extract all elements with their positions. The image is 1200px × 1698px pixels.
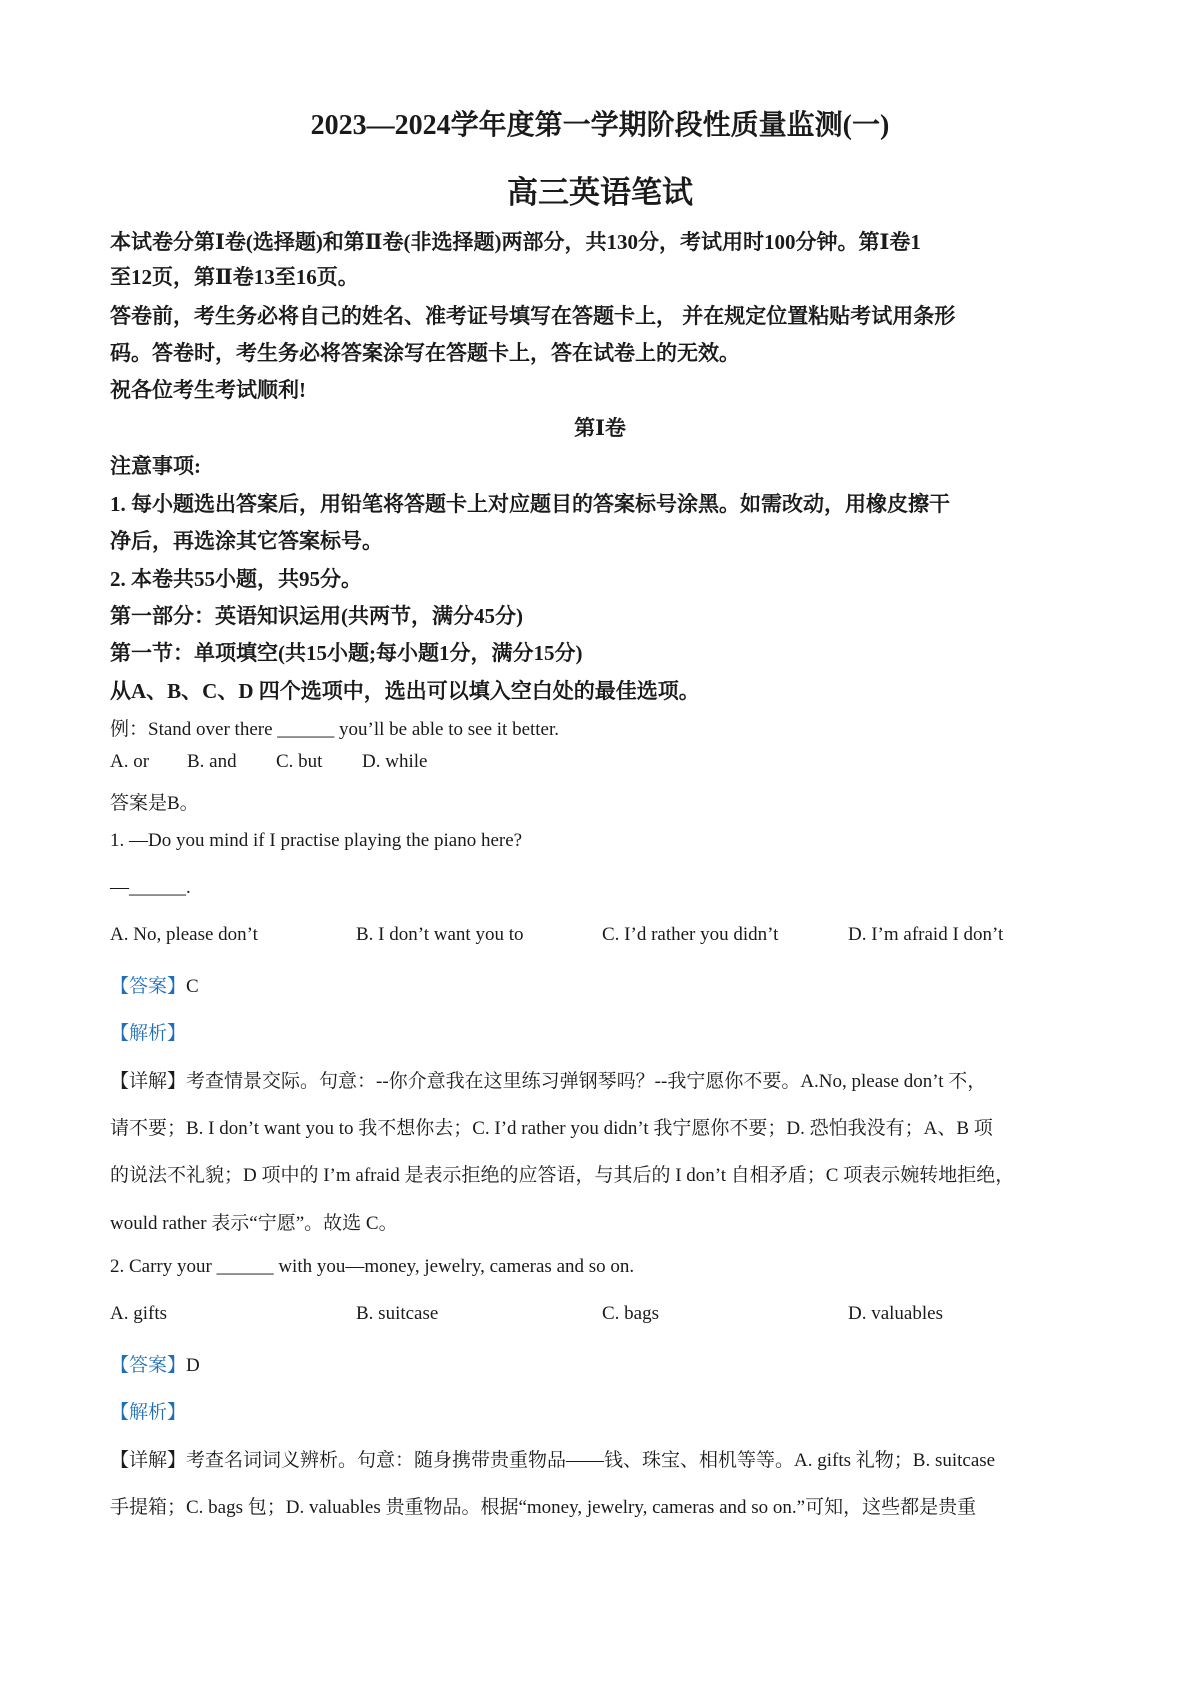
example-option: C. but: [276, 751, 323, 772]
detail-text: would rather 表示“宁愿”。故选 C。: [110, 1213, 398, 1234]
question-stem: 1. —Do you mind if I practise playing the piano here?: [110, 830, 523, 851]
question-option: A. gifts: [110, 1303, 167, 1324]
intro-line: 本试卷分第Ⅰ卷(选择题)和第Ⅱ卷(非选择题)两部分，共130分，考试用时100分钟。第Ⅰ卷1: [110, 230, 921, 254]
detail-text: 请不要；B. I don’t want you to 我不想你去；C. I’d rather you didn’t 我宁愿你不要；D. 恐怕我没有；A、B 项: [110, 1118, 993, 1139]
question-option: D. valuables: [848, 1303, 943, 1324]
detail-line: [110, 1066, 986, 1093]
question-option: D. I’m afraid I don’t: [848, 924, 1004, 945]
question-option: A. No, please don’t: [110, 924, 258, 945]
part-heading: 第一部分：英语知识运用(共两节，满分45分): [110, 604, 523, 628]
section-heading: 第一节：单项填空(共15小题;每小题1分，满分15分): [110, 641, 583, 665]
detail-text: 的说法不礼貌；D 项中的 I’m afraid 是表示拒绝的应答语，与其后的 I don’t 自相矛盾；C 项表示婉转地拒绝，: [110, 1165, 1015, 1186]
exam-subtitle: 高三英语笔试: [507, 175, 693, 210]
detail-tag: 【详解】: [110, 1450, 187, 1471]
example-stem: 例：Stand over there ______ you’ll be able to see it better.: [110, 719, 560, 740]
note-2: 2. 本卷共55小题，共95分。: [110, 567, 362, 591]
question-stem: 2. Carry your ______ with you—money, jewelry, cameras and so on.: [110, 1256, 635, 1277]
example-option: B. and: [187, 751, 237, 772]
note-1: 1. 每小题选出答案后，用铅笔将答题卡上对应题目的答案标号涂黑。如需改动，用橡皮擦干: [110, 492, 950, 516]
example-option: D. while: [362, 751, 428, 772]
intro-line: 至12页，第Ⅱ卷13至16页。: [110, 265, 359, 289]
detail-text: 手提箱；C. bags 包；D. valuables 贵重物品。根据“money, jewelry, cameras and so on.”可知，这些都是贵重: [110, 1497, 977, 1518]
answer-value: C: [186, 976, 199, 997]
question-reply: —______.: [110, 877, 191, 898]
note-1-cont: 净后，再选涂其它答案标号。: [110, 529, 383, 553]
volume-heading: 第Ⅰ卷: [574, 416, 626, 440]
analysis-tag: 【解析】: [110, 1023, 187, 1044]
question-option: B. suitcase: [356, 1303, 439, 1324]
detail-tag: 【详解】: [110, 1071, 187, 1092]
example-answer: 答案是B。: [110, 793, 199, 814]
question-option: C. bags: [602, 1303, 659, 1324]
analysis-tag: 【解析】: [110, 1402, 187, 1423]
intro-line: 祝各位考生考试顺利!: [110, 378, 306, 402]
detail-text: 考查情景交际。句意：--你介意我在这里练习弹钢琴吗？--我宁愿你不要。A.No, please don’t 不，: [186, 1071, 987, 1092]
question-option: C. I’d rather you didn’t: [602, 924, 779, 945]
instruction: 从A、B、C、D 四个选项中，选出可以填入空白处的最佳选项。: [110, 679, 700, 703]
exam-title: 2023—2024学年度第一学期阶段性质量监测(一): [310, 110, 890, 141]
answer-line: [110, 971, 199, 998]
question-option: B. I don’t want you to: [356, 924, 524, 945]
answer-tag: 【答案】: [110, 976, 187, 997]
detail-line: [110, 1445, 995, 1472]
example-option: A. or: [110, 751, 150, 772]
intro-line: 答卷前，考生务必将自己的姓名、准考证号填写在答题卡上， 并在规定位置粘贴考试用条形: [110, 304, 956, 328]
answer-line: [110, 1350, 200, 1377]
notes-title: 注意事项:: [110, 454, 201, 478]
answer-tag: 【答案】: [110, 1355, 187, 1376]
detail-text: 考查名词词义辨析。句意：随身携带贵重物品——钱、珠宝、相机等等。A. gifts 礼物；B. suitcase: [186, 1450, 996, 1471]
intro-line: 码。答卷时，考生务必将答案涂写在答题卡上，答在试卷上的无效。: [110, 341, 740, 365]
answer-value: D: [186, 1355, 200, 1376]
